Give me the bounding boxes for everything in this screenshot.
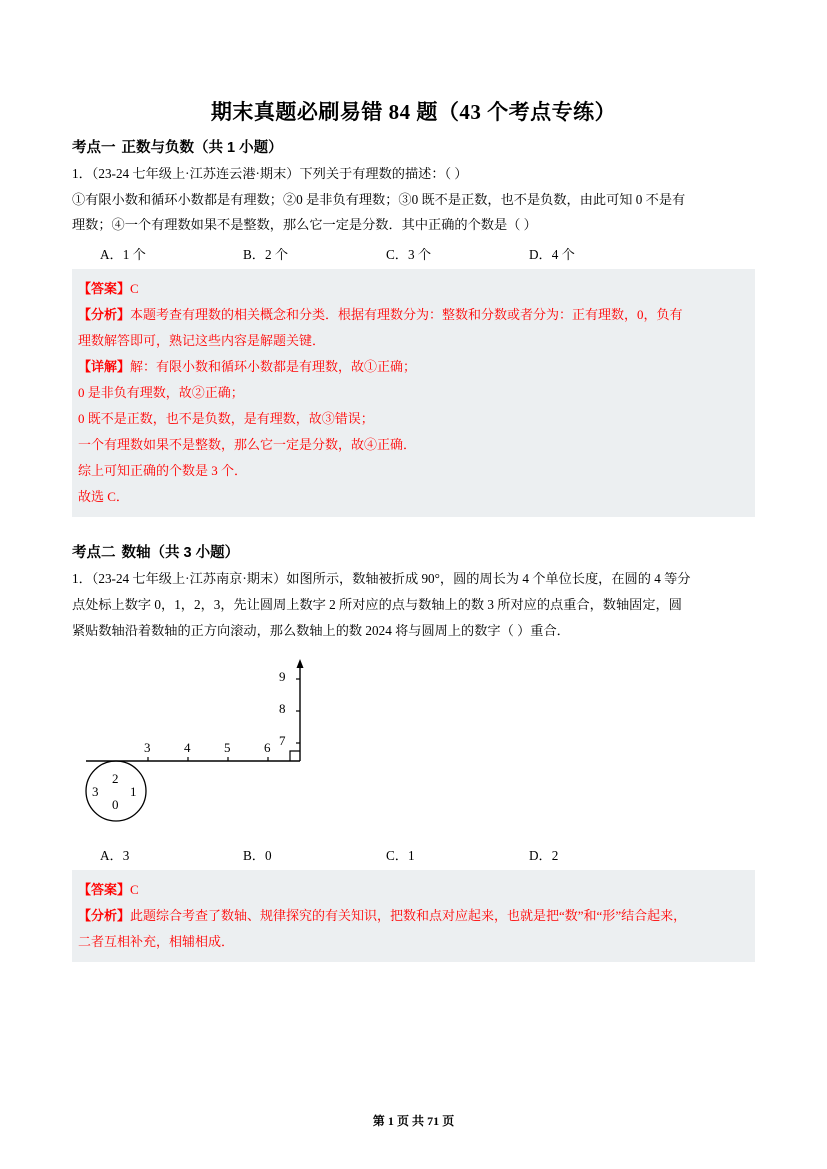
- section-title-1: 正数与负数（共 1 小题）: [121, 140, 283, 156]
- question-2-1-body-line2: 点处标上数字 0，1，2，3，先让圆周上数字 2 所对应的点与数轴上的数 3 所对应的点重合，数轴固定，圆: [72, 596, 682, 612]
- question-2-1-stem: [72, 566, 755, 592]
- answer-value: C: [130, 281, 139, 297]
- section-heading-1: [72, 136, 755, 157]
- circle-label-bottom: 0: [112, 797, 119, 813]
- analysis-line-2-2: 二者互相补充，相辅相成．: [78, 934, 235, 950]
- analysis-tag-2: 【分析】: [78, 908, 131, 924]
- footer-suffix: 页: [442, 1114, 455, 1128]
- question-number: 1．: [72, 166, 92, 181]
- section-heading-2: [72, 541, 755, 562]
- axis-label-8: 8: [279, 701, 286, 717]
- analysis-text-1: 本题考查有理数的相关概念和分类．根据有理数分为：整数和分数或者分为：正有理数，0，负有: [130, 307, 683, 323]
- question-1-1-body-line2: 理数；④一个有理数如果不是整数，那么它一定是分数．其中正确的个数是（ ）: [72, 217, 537, 233]
- axis-label-4: 4: [184, 740, 191, 756]
- answer-value-2: C: [130, 882, 139, 898]
- answer-line-2: [78, 877, 747, 903]
- circle-label-top: 2: [112, 771, 119, 787]
- question-1-1-body-line1: ①有限小数和循环小数都是有理数；②0 是非负有理数；③0 既不是正数，也不是负数，由此可知 0 不是有: [72, 191, 686, 207]
- question-source: （23-24 七年级上·江苏连云港·期末）: [91, 166, 300, 181]
- page-footer: [0, 1112, 827, 1129]
- page-title: 期末真题必刷易错 84 题（43 个考点专练）: [210, 100, 617, 124]
- section-title-2: 数轴（共 3 小题）: [121, 545, 240, 562]
- analysis-line-2: 理数解答即可，熟记这些内容是解题关键．: [78, 333, 326, 349]
- option-a: A．1 个: [100, 247, 146, 263]
- analysis-tag: 【分析】: [78, 307, 131, 323]
- answer-tag-2: 【答案】: [78, 882, 131, 898]
- axis-label-9: 9: [279, 669, 286, 685]
- axis-label-3: 3: [144, 740, 151, 756]
- question-2-1-body-line3: 紧贴数轴沿着数轴的正方向滚动，那么数轴上的数 2024 将与圆周上的数字（ ）重合．: [72, 622, 570, 638]
- section-label-2: 考点二: [72, 545, 116, 562]
- footer-prefix: 第: [372, 1114, 385, 1128]
- question-source-2: （23-24 七年级上·江苏南京·期末）: [91, 571, 287, 587]
- axis-label-6: 6: [264, 740, 271, 756]
- option-c-2: C．1: [386, 848, 415, 864]
- option-b: B．2 个: [243, 247, 289, 263]
- section-label-1: 考点一: [72, 140, 116, 156]
- detail-line-1: [78, 354, 747, 380]
- question-1-1-options: [72, 244, 755, 263]
- axis-label-7: 7: [279, 733, 286, 749]
- question-text-2: 如图所示，数轴被折成 90°，圆的周长为 4 个单位长度，在圆的 4 等分: [286, 571, 691, 587]
- detail-line-3: 0 既不是正数，也不是负数，是有理数，故③错误；: [78, 411, 374, 427]
- question-1-1-stem: [72, 161, 755, 187]
- question-text: 下列关于有理数的描述：（ ）: [299, 166, 468, 181]
- footer-middle: 页 共: [396, 1114, 424, 1128]
- option-d-2: D．2: [529, 848, 559, 864]
- question-number-2: 1．: [72, 571, 92, 587]
- answer-block-2: [72, 870, 755, 962]
- option-c: C．3 个: [386, 247, 432, 263]
- option-a-2: A．3: [100, 848, 130, 864]
- footer-total-pages: 71: [427, 1114, 440, 1128]
- option-b-2: B．0: [243, 848, 272, 864]
- analysis-line-2-1: [78, 903, 747, 929]
- detail-line-5: 综上可知正确的个数是 3 个．: [78, 463, 248, 479]
- detail-tag: 【详解】: [78, 359, 131, 375]
- analysis-text-2-1: 此题综合考查了数轴、规律探究的有关知识，把数和点对应起来，也就是把“数”和“形”结合起来，: [130, 908, 687, 924]
- detail-line-2: 0 是非负有理数，故②正确；: [78, 385, 244, 401]
- detail-text-1: 解：有限小数和循环小数都是有理数，故①正确；: [130, 359, 417, 375]
- question-2-1-options: [72, 845, 755, 864]
- number-line-figure: [72, 649, 755, 839]
- option-d: D．4 个: [529, 247, 575, 263]
- circle-label-left: 3: [92, 784, 99, 800]
- answer-line: [78, 276, 747, 302]
- circle-label-right: 1: [130, 784, 137, 800]
- detail-line-6: 故选 C．: [78, 489, 129, 505]
- analysis-line-1: [78, 302, 747, 328]
- footer-page-number: 1: [387, 1114, 394, 1128]
- answer-tag: 【答案】: [78, 281, 131, 297]
- detail-line-4: 一个有理数如果不是整数，那么它一定是分数，故④正确．: [78, 437, 417, 453]
- axis-label-5: 5: [224, 740, 231, 756]
- answer-block-1: [72, 269, 755, 517]
